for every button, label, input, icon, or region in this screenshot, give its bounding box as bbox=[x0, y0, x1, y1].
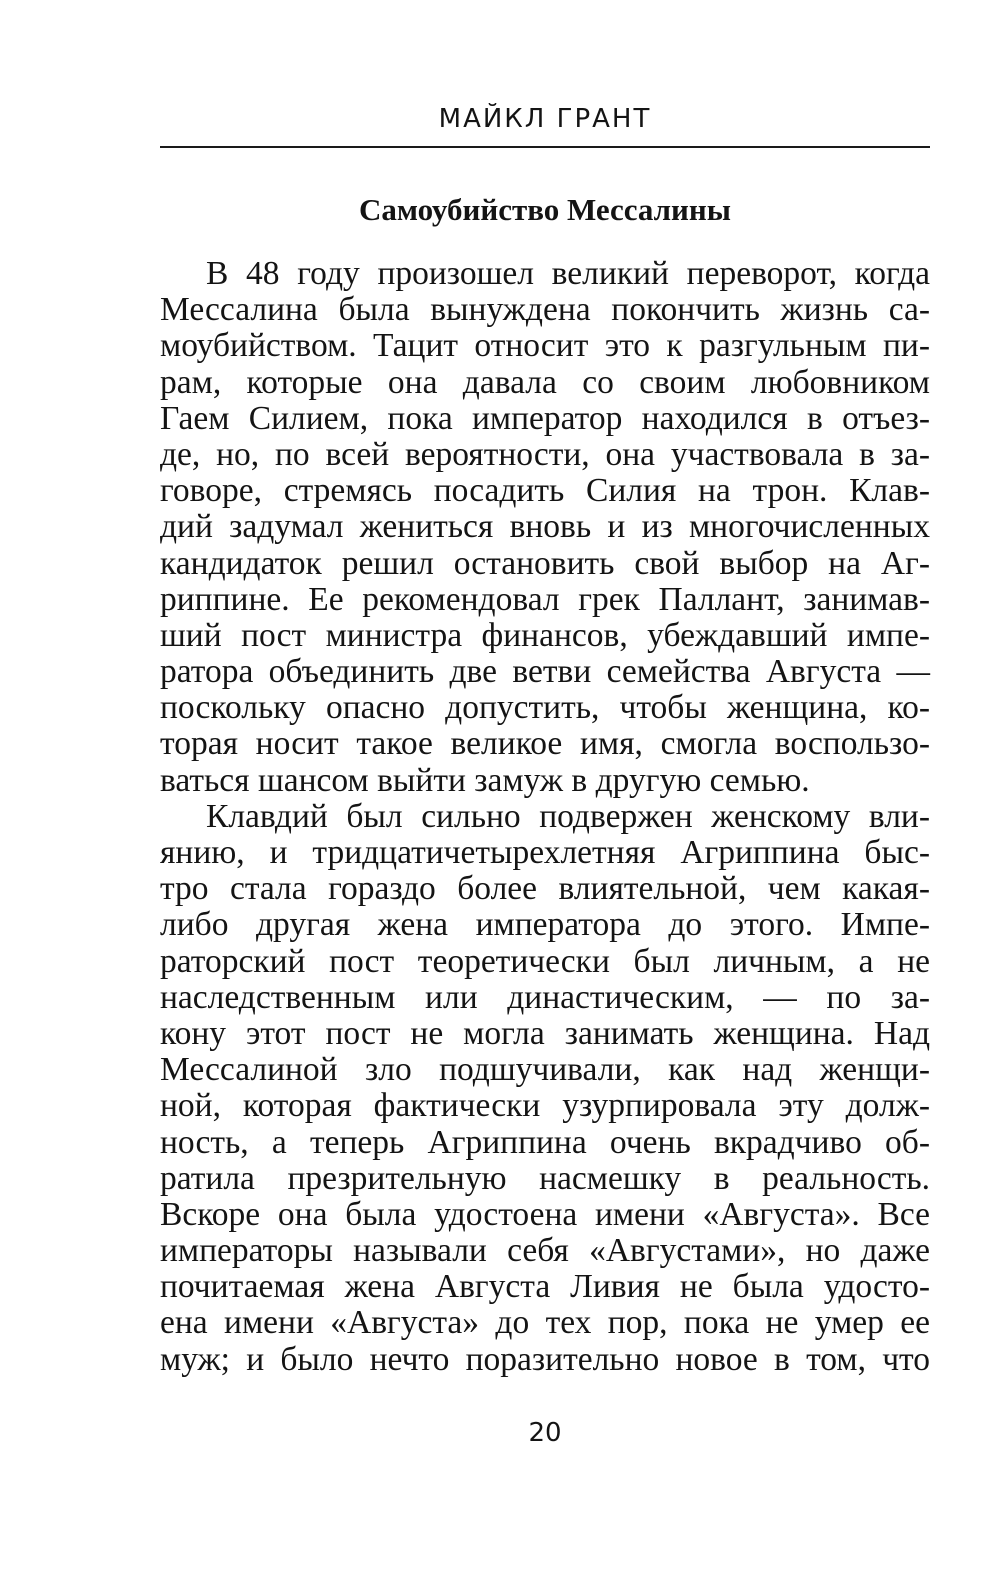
text-line: поскольку опасно допустить, чтобы женщина, ко- bbox=[160, 689, 930, 727]
page-number: 20 bbox=[528, 1418, 562, 1448]
text-line: ваться шансом выйти замуж в другую семью. bbox=[160, 761, 810, 799]
text-line: ной, которая фактически узурпировала эту долж- bbox=[160, 1087, 930, 1125]
text-line: либо другая жена императора до этого. Импе- bbox=[160, 906, 930, 944]
text-line: Мессалиной зло подшучивали, как над женщи- bbox=[160, 1051, 930, 1089]
text-line: ратила презрительную насмешку в реальность. bbox=[160, 1159, 930, 1197]
text-line: Клавдий был сильно подвержен женскому вли- bbox=[206, 797, 930, 835]
body-text bbox=[160, 256, 930, 1378]
text-line: наследственным или династическим, — по за- bbox=[160, 978, 930, 1016]
text-line: муж; и было нечто поразительно новое в том, что bbox=[160, 1340, 930, 1378]
text-line: ший пост министра финансов, убеждавший импе- bbox=[160, 616, 930, 654]
text-line: Вскоре она была удостоена имени «Августа». Все bbox=[160, 1195, 930, 1233]
text-line: ратора объединить две ветви семейства Августа — bbox=[160, 653, 930, 691]
header-rule bbox=[160, 146, 930, 148]
text-line: почитаемая жена Августа Ливия не была удосто- bbox=[160, 1268, 930, 1306]
text-line: Мессалина была вынуждена покончить жизнь са- bbox=[160, 291, 930, 329]
text-line: рам, которые она давала со своим любовником bbox=[160, 363, 930, 401]
text-line: императоры называли себя «Августами», но даже bbox=[160, 1232, 930, 1270]
text-line: кону этот пост не могла занимать женщина. Над bbox=[160, 1014, 930, 1052]
text-line: тро стала гораздо более влиятельной, чем какая- bbox=[160, 870, 930, 908]
text-line: риппине. Ее рекомендовал грек Паллант, занимав- bbox=[160, 580, 930, 618]
text-line: В 48 году произошел великий переворот, когда bbox=[206, 255, 930, 292]
text-line: Гаем Силием, пока император находился в отъез- bbox=[160, 399, 930, 437]
text-line: кандидаток решил остановить свой выбор на Аг- bbox=[160, 544, 930, 582]
text-line: ена имени «Августа» до тех пор, пока не умер ее bbox=[160, 1304, 930, 1342]
text-line: ность, а теперь Агриппина очень вкрадчиво об- bbox=[160, 1123, 930, 1161]
chapter-title: Самоубийство Мессалины bbox=[359, 192, 731, 227]
paragraph-1 bbox=[160, 256, 930, 799]
text-line: янию, и тридцатичетырехлетняя Агриппина быс- bbox=[160, 834, 930, 871]
text-line: раторский пост теоретически был личным, а не bbox=[160, 942, 930, 980]
text-line: говоре, стремясь посадить Силия на трон. Клав- bbox=[160, 472, 930, 510]
text-line: дий задумал жениться вновь и из многочисленных bbox=[160, 508, 930, 546]
text-line: торая носит такое великое имя, смогла воспользо- bbox=[160, 725, 930, 763]
paragraph-2 bbox=[160, 799, 930, 1378]
text-line: де, но, по всей вероятности, она участвовала в за- bbox=[160, 435, 930, 473]
text-line: моубийством. Тацит относит это к разгульным пи- bbox=[160, 327, 930, 365]
running-head: МАЙКЛ ГРАНТ bbox=[438, 104, 652, 134]
